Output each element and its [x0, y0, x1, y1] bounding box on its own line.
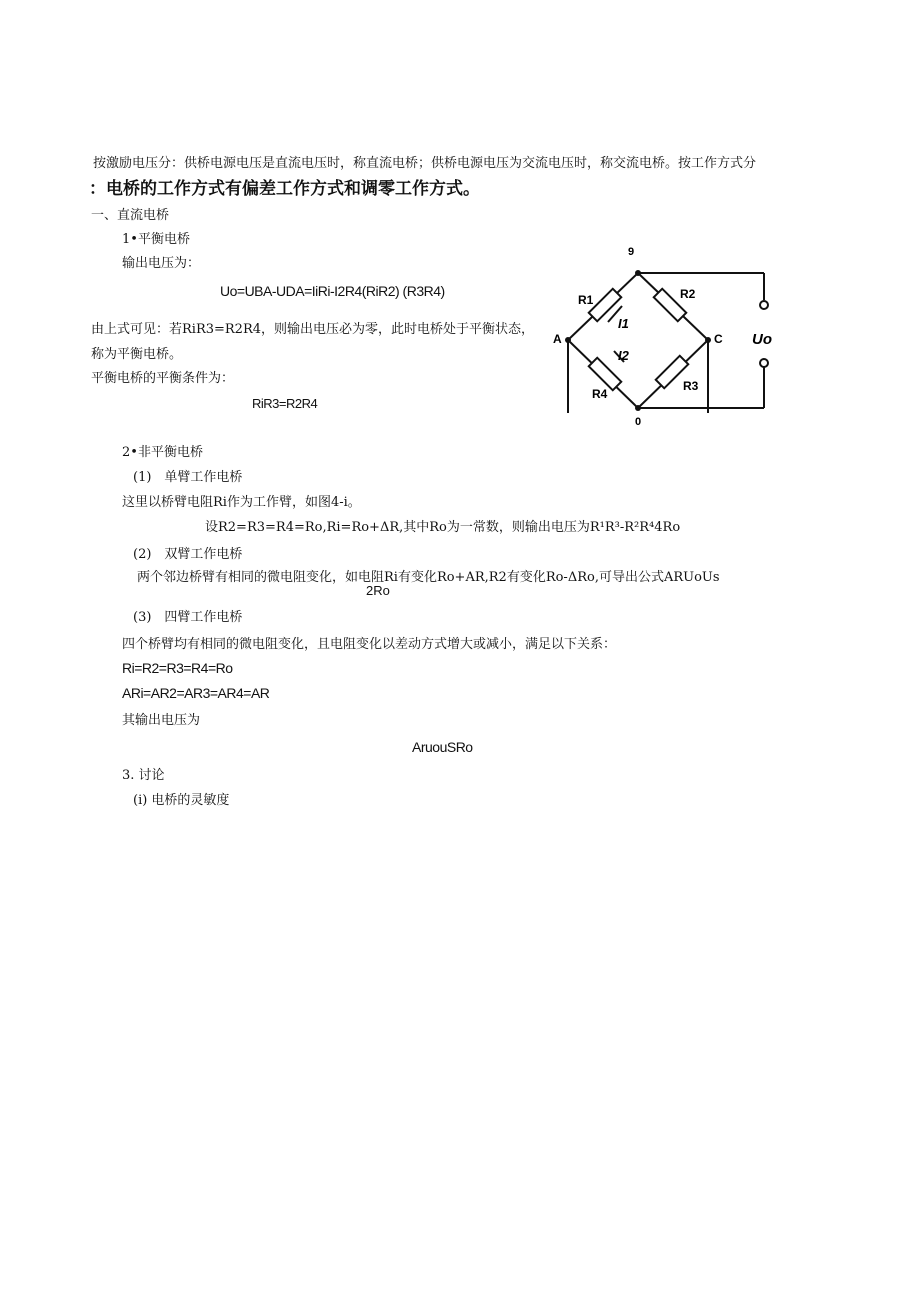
r3-label: R3 — [683, 379, 699, 393]
node-a — [565, 337, 571, 343]
double-arm-text-denominator: 2Ro — [366, 583, 390, 598]
i1-label: I1 — [618, 316, 629, 331]
i2-label: I2 — [618, 348, 629, 363]
discussion-item-sensitivity: (i) 电桥的灵敏度 — [133, 793, 230, 808]
double-arm-text: 两个邻边桥臂有相同的微电阻变化，如电阻Ri有变化Ro+AR,R2有变化Ro-ΔRo,可导出公式ARUoUs — [137, 570, 720, 585]
top-node-label: 9 — [628, 246, 635, 258]
bottom-node-label: 0 — [635, 416, 642, 428]
node-c-label: C — [714, 332, 723, 346]
four-arm-output-label: 其输出电压为 — [122, 713, 201, 728]
r4-label: R4 — [592, 387, 608, 401]
section-heading-discussion: 3. 讨论 — [122, 768, 165, 783]
balance-condition-formula: RiR3=R2R4 — [252, 396, 318, 411]
balance-condition-label: 平衡电桥的平衡条件为： — [91, 371, 235, 386]
single-arm-text: 这里以桥臂电阻Ri作为工作臂，如图4-i。 — [122, 495, 361, 510]
node-bottom — [635, 405, 641, 411]
intro-line-1: 按激励电压分：供桥电源电压是直流电压时，称直流电桥；供桥电源电压为交流电压时，称交流电桥。按工作方式分 — [93, 156, 757, 171]
intro-line-2: ：电桥的工作方式有偏差工作方式和调零工作方式。 — [89, 179, 480, 199]
r2-label: R2 — [680, 287, 696, 301]
output-voltage-formula: Uo=UBA-UDA=IiRi-I2R4(RiR2) (R3R4) — [220, 283, 445, 299]
section-heading-dc-bridge: 一、直流电桥 — [91, 208, 170, 223]
r1-label: R1 — [578, 293, 594, 307]
four-arm-text: 四个桥臂均有相同的微电阻变化，且电阻变化以差动方式增大或减小，满足以下关系： — [122, 637, 617, 652]
single-arm-formula: 设R2=R3=R4=Ro,Ri=Ro+ΔR,其中Ro为一常数，则输出电压为R¹R³-R²R⁴4Ro — [205, 520, 681, 535]
node-c — [705, 337, 711, 343]
item-single-arm: (1) 单臂工作电桥 — [133, 470, 243, 485]
subheading-unbalanced-bridge: 2•非平衡电桥 — [122, 445, 203, 460]
output-voltage-label: 输出电压为： — [122, 256, 201, 271]
uo-label: Uo — [752, 331, 772, 348]
four-arm-output-formula: AruouSRo — [412, 739, 473, 755]
node-a-label: A — [553, 332, 562, 346]
four-arm-equation-1: Ri=R2=R3=R4=Ro — [122, 660, 233, 676]
item-double-arm: (2) 双臂工作电桥 — [133, 547, 243, 562]
node-top — [635, 270, 641, 276]
four-arm-equation-2: ARi=AR2=AR3=AR4=AR — [122, 685, 270, 701]
bridge-circuit-diagram — [550, 238, 780, 433]
item-four-arm: (3) 四臂工作电桥 — [133, 610, 243, 625]
subheading-balanced-bridge: 1•平衡电桥 — [122, 232, 190, 247]
balance-text-2: 称为平衡电桥。 — [91, 347, 183, 362]
balance-text-1: 由上式可见：若RiR3=R2R4，则输出电压必为零，此时电桥处于平衡状态， — [91, 322, 535, 337]
